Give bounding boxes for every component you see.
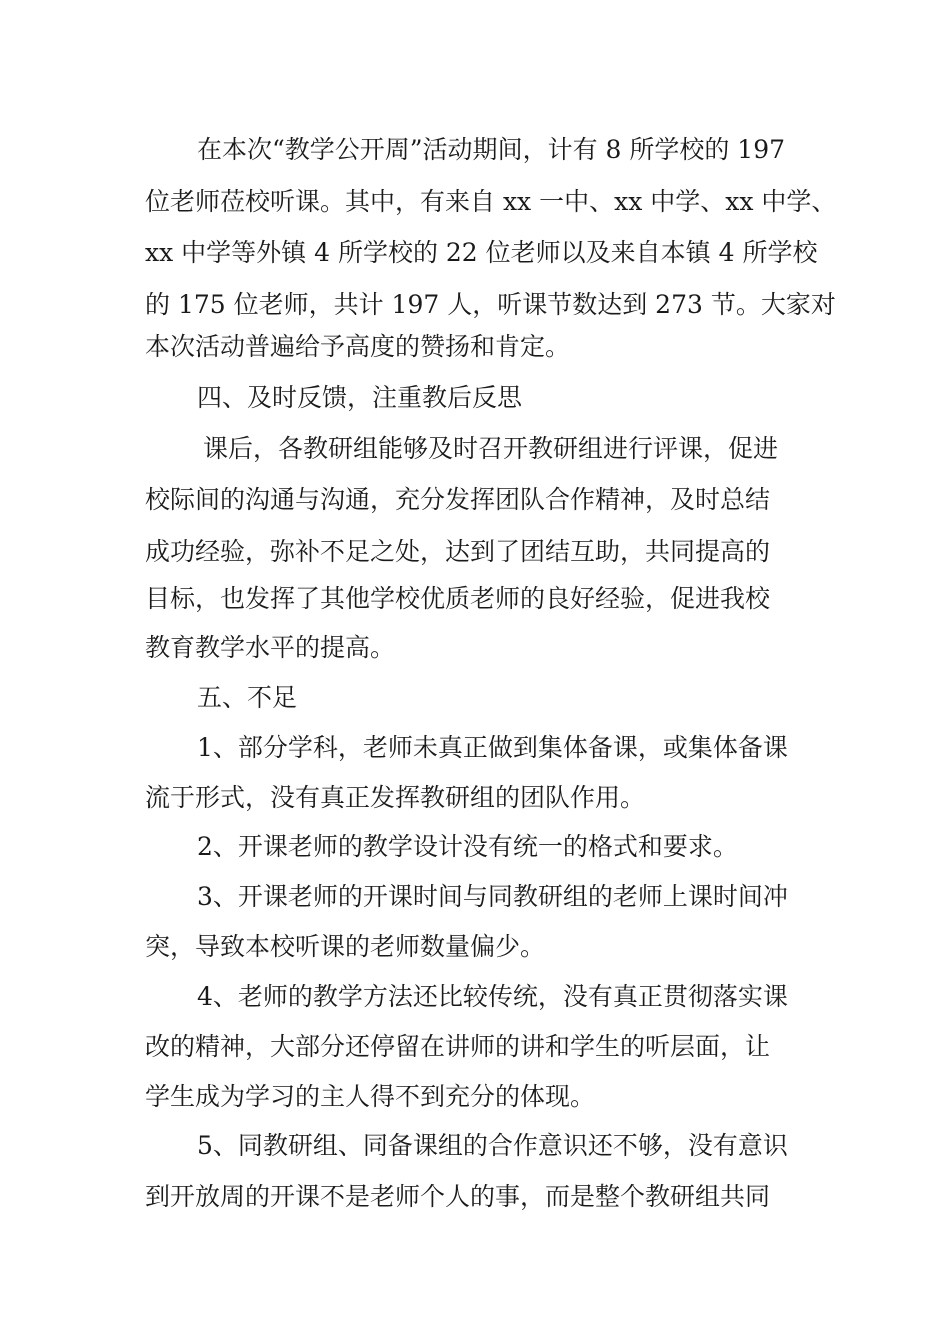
section-heading: 四、及时反馈，注重教后反思 <box>197 383 523 412</box>
list-item-line: 流于形式，没有真正发挥教研组的团队作用。 <box>145 783 646 812</box>
section-heading: 五、不足 <box>197 683 298 712</box>
paragraph-line: xx 中学等外镇 4 所学校的 22 位老师以及来自本镇 4 所学校 <box>145 238 818 267</box>
paragraph-line: 课后，各教研组能够及时召开教研组进行评课，促进 <box>203 434 779 463</box>
list-item-line: 突，导致本校听课的老师数量偏少。 <box>145 932 546 961</box>
paragraph-line: 本次活动普遍给予高度的赞扬和肯定。 <box>145 332 571 361</box>
list-item-line: 到开放周的开课不是老师个人的事，而是整个教研组共同 <box>145 1182 771 1211</box>
paragraph-line: 校际间的沟通与沟通，充分发挥团队合作精神，及时总结 <box>145 485 771 514</box>
list-item-line: 4、老师的教学方法还比较传统，没有真正贯彻落实课 <box>197 982 788 1011</box>
paragraph-line: 目标，也发挥了其他学校优质老师的良好经验，促进我校 <box>145 584 771 613</box>
list-item-line: 改的精神，大部分还停留在讲师的讲和学生的听层面，让 <box>145 1032 771 1061</box>
list-item-line: 学生成为学习的主人得不到充分的体现。 <box>145 1082 596 1111</box>
paragraph-line: 的 175 位老师，共计 197 人，听课节数达到 273 节。大家对 <box>145 290 836 319</box>
paragraph-line: 位老师莅校听课。其中，有来自 xx 一中、xx 中学、xx 中学、 <box>145 187 837 216</box>
paragraph-line: 在本次“教学公开周”活动期间，计有 8 所学校的 197 <box>197 135 786 164</box>
paragraph-line: 成功经验，弥补不足之处，达到了团结互助，共同提高的 <box>145 537 771 566</box>
list-item-line: 3、开课老师的开课时间与同教研组的老师上课时间冲 <box>197 882 788 911</box>
list-item-line: 1、部分学科，老师未真正做到集体备课，或集体备课 <box>197 733 788 762</box>
list-item-line: 5、同教研组、同备课组的合作意识还不够，没有意识 <box>197 1131 788 1160</box>
list-item-line: 2、开课老师的教学设计没有统一的格式和要求。 <box>197 832 738 861</box>
paragraph-line: 教育教学水平的提高。 <box>145 633 396 662</box>
